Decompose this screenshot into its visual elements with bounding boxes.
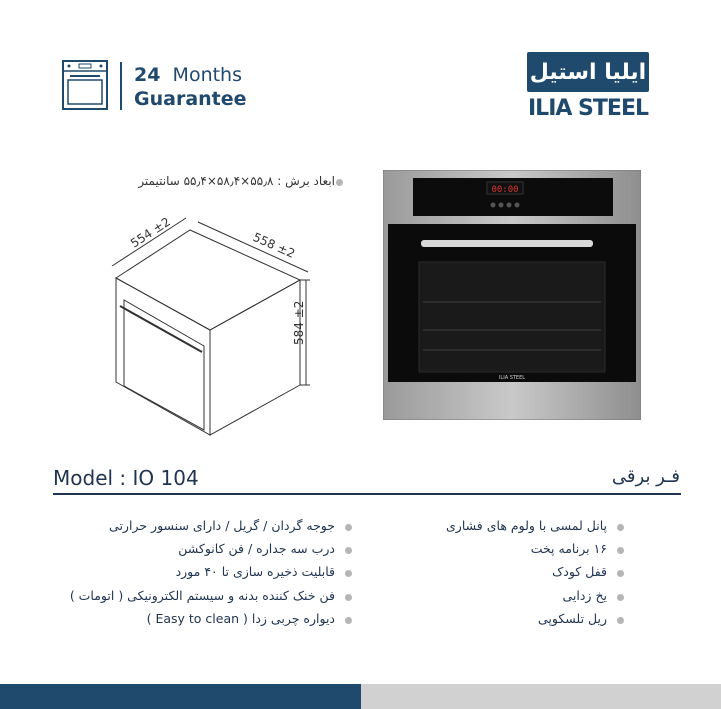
feature-item: دیواره چربی زدا ( Easy to clean ) xyxy=(146,611,335,626)
feature-item: ۱۶ برنامه پخت xyxy=(530,541,607,556)
bullet-icon xyxy=(345,524,352,531)
feature-item: فن خنک کننده بدنه و سیستم الکترونیکی ( اتومات ) xyxy=(69,588,335,603)
bullet-icon xyxy=(345,617,352,624)
bullet-icon xyxy=(345,594,352,601)
bullet-icon xyxy=(345,570,352,577)
brand-logo-en: ILIA STEEL xyxy=(527,96,648,121)
feature-item: جوجه گردان / گریل / دارای سنسور حرارتی xyxy=(109,518,335,533)
guarantee-number: 24 xyxy=(134,64,161,86)
brand-logo-fa: ایلیا استیل xyxy=(527,52,649,92)
dimension-drawing xyxy=(110,200,330,440)
feature-item: درب سه جداره / فن کانوکشن xyxy=(178,541,335,556)
width-dimension-label: 554 ±2 xyxy=(128,214,173,251)
feature-item: قابلیت ذخیره سازی تا ۴۰ مورد xyxy=(175,564,335,579)
oven-icon xyxy=(62,60,108,110)
guarantee-months xyxy=(134,64,242,86)
feature-item: قفل کودک xyxy=(552,564,607,579)
bullet-icon xyxy=(617,570,624,577)
cutout-dimensions-text: ابعاد برش : ۵۵٫۸×۵۸٫۴×۵۵٫۴ سانتیمتر xyxy=(138,174,335,188)
product-type: فـر برقی xyxy=(611,466,680,487)
feature-item: پانل لمسی با ولوم های فشاری xyxy=(446,518,607,533)
bullet-icon xyxy=(345,547,352,554)
depth-dimension-label: 558 ±2 xyxy=(250,229,298,261)
footer-bar-primary xyxy=(0,684,361,709)
bullet-icon xyxy=(617,547,624,554)
bullet-icon xyxy=(617,617,624,624)
oven-badge: ILIA STEEL xyxy=(498,375,526,381)
footer-bar-secondary xyxy=(361,684,721,709)
model-label: Model : IO 104 xyxy=(53,466,199,490)
height-dimension-label: 584 ±2 xyxy=(292,300,306,345)
bullet-icon xyxy=(617,594,624,601)
guarantee-divider xyxy=(120,62,122,110)
bullet-icon xyxy=(336,179,343,186)
guarantee-months-label: Months xyxy=(172,64,242,86)
bullet-icon xyxy=(617,524,624,531)
divider xyxy=(53,493,681,495)
guarantee-label: Guarantee xyxy=(134,88,247,110)
oven-display-time: 00:00 xyxy=(491,185,519,195)
oven-image xyxy=(383,170,641,420)
brand-logo xyxy=(527,52,649,122)
feature-item: یخ زدایی xyxy=(562,588,607,603)
feature-item: ریل تلسکوپی xyxy=(538,611,607,626)
